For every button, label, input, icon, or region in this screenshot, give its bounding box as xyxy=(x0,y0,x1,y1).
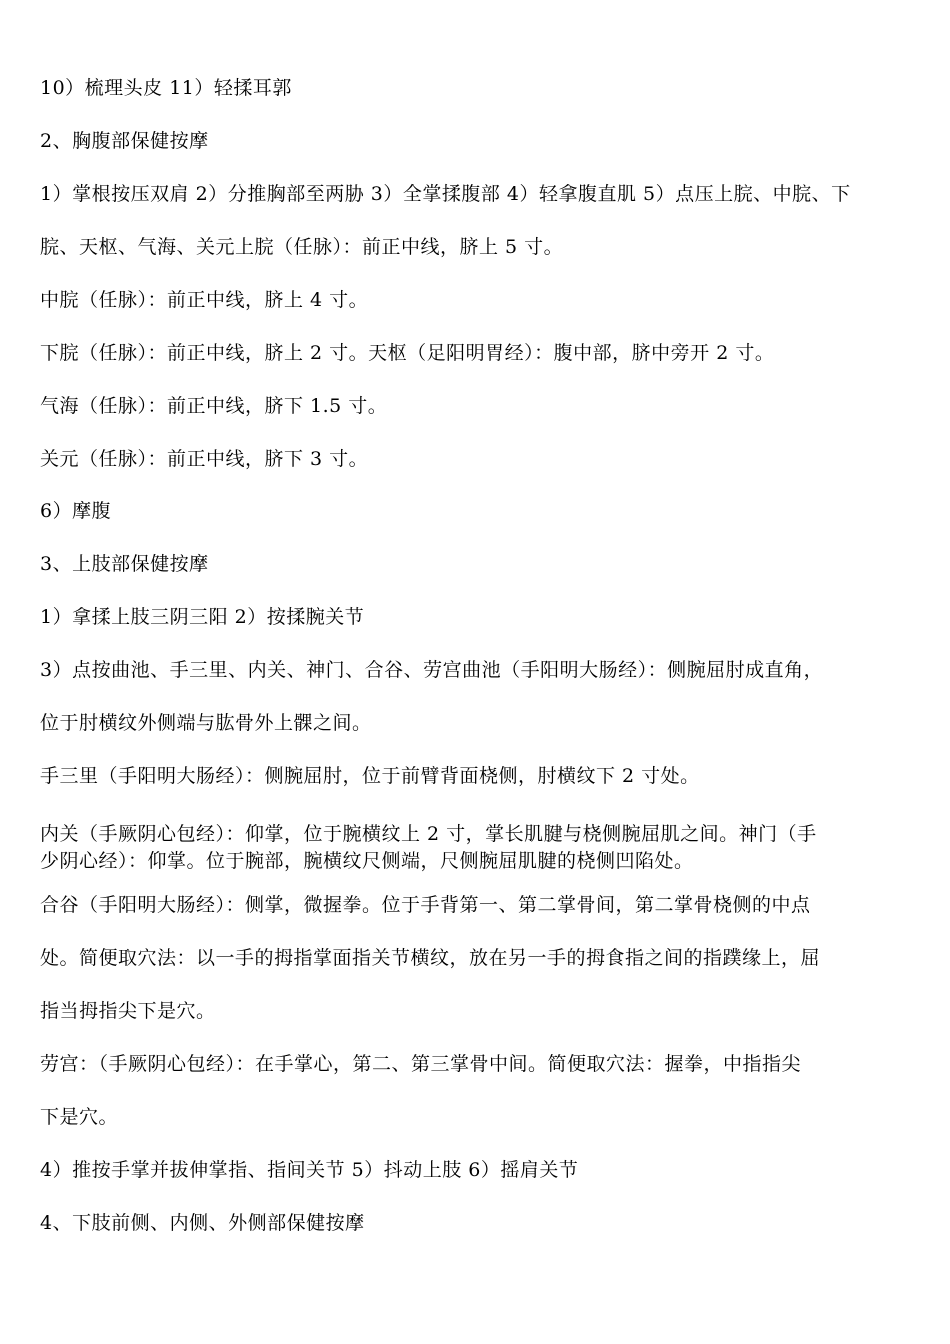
text-line: 3）点按曲池、手三里、内关、神门、合谷、劳宫曲池（手阳明大肠经）：侧腕屈肘成直角， xyxy=(40,659,824,681)
text-line: 内关（手厥阴心包经）：仰掌，位于腕横纹上 2 寸，掌长肌腱与桡侧腕屈肌之间。神门（手 xyxy=(40,823,817,845)
text-line: 脘、天枢、气海、关元上脘（任脉）：前正中线，脐上 5 寸。 xyxy=(40,236,564,258)
text-line: 合谷（手阳明大肠经）：侧掌，微握拳。位于手背第一、第二掌骨间，第二掌骨桡侧的中点 xyxy=(40,894,811,916)
text-line: 1）掌根按压双肩 2）分推胸部至两胁 3）全掌揉腹部 4）轻拿腹直肌 5）点压上脘、中脘、下 xyxy=(40,183,851,205)
section-heading: 3、上肢部保健按摩 xyxy=(40,553,209,575)
text-line: 关元（任脉）：前正中线，脐下 3 寸。 xyxy=(40,448,369,470)
section-heading: 2、胸腹部保健按摩 xyxy=(40,130,209,152)
text-line: 气海（任脉）：前正中线，脐下 1.5 寸。 xyxy=(40,395,388,417)
text-line: 下脘（任脉）：前正中线，脐上 2 寸。天枢（足阳明胃经）：腹中部，脐中旁开 2 寸。 xyxy=(40,342,775,364)
text-line: 指当拇指尖下是穴。 xyxy=(40,1000,216,1022)
text-line: 少阴心经）：仰掌。位于腕部，腕横纹尺侧端，尺侧腕屈肌腱的桡侧凹陷处。 xyxy=(40,850,694,872)
text-line: 4）推按手掌并拔伸掌指、指间关节 5）抖动上肢 6）摇肩关节 xyxy=(40,1159,579,1181)
text-line: 6）摩腹 xyxy=(40,500,112,522)
text-line: 处。简便取穴法：以一手的拇指掌面指关节横纹，放在另一手的拇食指之间的指蹼缘上，屈 xyxy=(40,947,821,969)
text-line: 劳宫：（手厥阴心包经）：在手掌心，第二、第三掌骨中间。简便取穴法：握拳，中指指尖 xyxy=(40,1053,802,1075)
text-line: 1）拿揉上肢三阴三阳 2）按揉腕关节 xyxy=(40,606,365,628)
text-line: 中脘（任脉）：前正中线，脐上 4 寸。 xyxy=(40,289,369,311)
text-line: 10）梳理头皮 11）轻揉耳郭 xyxy=(40,77,292,99)
section-heading: 4、下肢前侧、内侧、外侧部保健按摩 xyxy=(40,1212,365,1234)
text-line: 下是穴。 xyxy=(40,1106,119,1128)
text-line: 位于肘横纹外侧端与肱骨外上髁之间。 xyxy=(40,712,372,734)
text-line: 手三里（手阳明大肠经）：侧腕屈肘，位于前臂背面桡侧，肘横纹下 2 寸处。 xyxy=(40,765,700,787)
